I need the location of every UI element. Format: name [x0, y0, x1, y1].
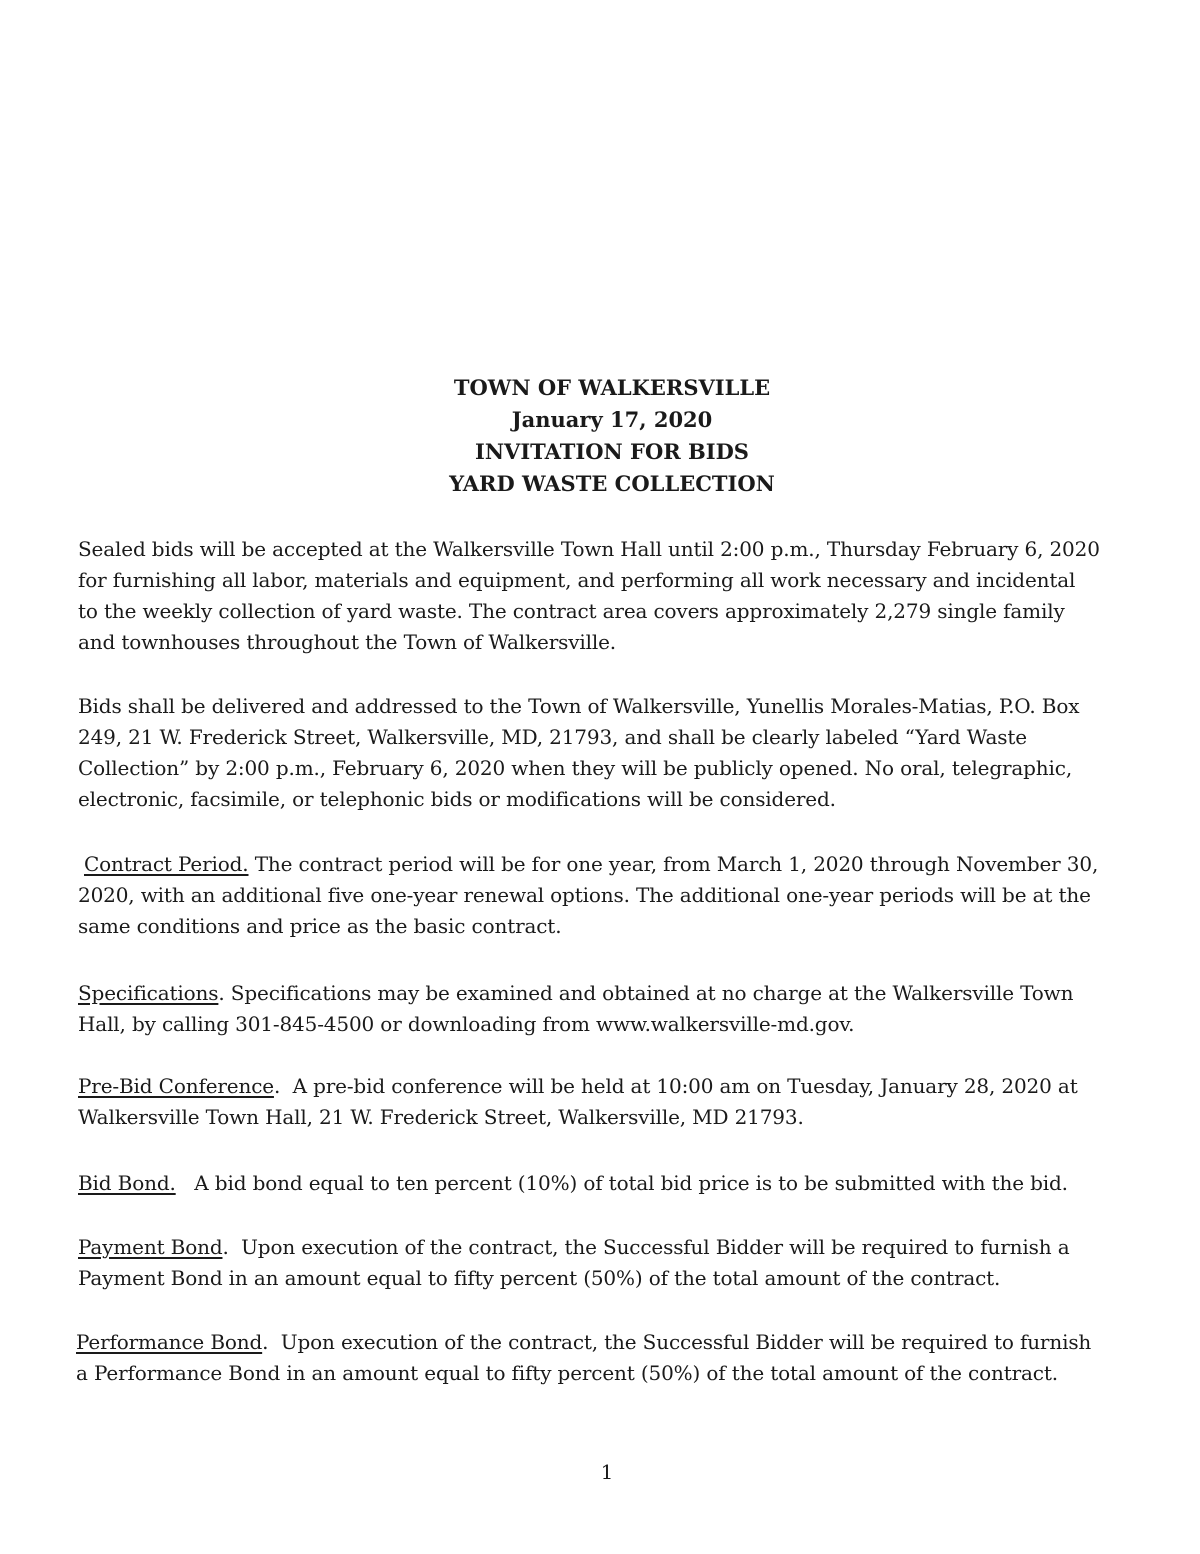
- payment-bond-heading: Payment Bond: [78, 1235, 223, 1259]
- paragraph-line: Payment Bond in an amount equal to fifty percent (50%) of the total amount of the contract.: [78, 1266, 1001, 1290]
- contract-period-heading: Contract Period.: [84, 852, 249, 876]
- delivery-paragraph: [78, 691, 1148, 815]
- paragraph-text: . Upon execution of the contract, the Successful Bidder will be required to furnish a: [222, 1235, 1070, 1259]
- notice-date: January 17, 2020: [511, 407, 713, 432]
- paragraph-line: Sealed bids will be accepted at the Walkersville Town Hall until 2:00 p.m., Thursday February 6, 2020: [78, 537, 1100, 561]
- paragraph-line: 2020, with an additional five one-year renewal options. The additional one-year periods will be at the: [78, 883, 1091, 907]
- bid-bond-heading: Bid Bond.: [78, 1171, 176, 1195]
- paragraph-line: 249, 21 W. Frederick Street, Walkersville, MD, 21793, and shall be clearly labeled “Yard Waste: [78, 725, 1027, 749]
- paragraph-line: for furnishing all labor, materials and equipment, and performing all work necessary and incidental: [78, 568, 1076, 592]
- bid-bond-paragraph: [78, 1168, 1148, 1199]
- contract-period-paragraph: [84, 849, 1154, 880]
- notice-subtitle: YARD WASTE COLLECTION: [449, 471, 775, 496]
- pre-bid-paragraph: [78, 1071, 1148, 1133]
- paragraph-text: A bid bond equal to ten percent (10%) of total bid price is to be submitted with the bid.: [175, 1171, 1068, 1195]
- town-name: TOWN OF WALKERSVILLE: [453, 375, 771, 400]
- paragraph-text: . Upon execution of the contract, the Successful Bidder will be required to furnish: [262, 1330, 1092, 1354]
- performance-bond-heading: Performance Bond: [76, 1330, 263, 1354]
- payment-bond-paragraph: [78, 1232, 1148, 1294]
- paragraph-line: a Performance Bond in an amount equal to fifty percent (50%) of the total amount of the contract.: [76, 1361, 1058, 1385]
- specifications-heading: Specifications: [78, 981, 219, 1005]
- paragraph-text: . Specifications may be examined and obtained at no charge at the Walkersville Town: [218, 981, 1074, 1005]
- page-number: 1: [600, 1460, 614, 1484]
- paragraph-line: and townhouses throughout the Town of Walkersville.: [78, 630, 617, 654]
- notice-title: INVITATION FOR BIDS: [475, 439, 749, 464]
- performance-bond-paragraph: [76, 1327, 1146, 1389]
- paragraph-line: Collection” by 2:00 p.m., February 6, 2020 when they will be publicly opened. No oral, telegraphic,: [78, 756, 1073, 780]
- intro-paragraph: [78, 534, 1148, 658]
- specifications-paragraph: [78, 978, 1148, 1040]
- paragraph-line: to the weekly collection of yard waste. The contract area covers approximately 2,279 single family: [78, 599, 1065, 623]
- paragraph-line: same conditions and price as the basic contract.: [78, 914, 562, 938]
- contract-period-continuation: [78, 880, 1148, 942]
- paragraph-text: The contract period will be for one year, from March 1, 2020 through November 30,: [248, 852, 1099, 876]
- paragraph-line: Bids shall be delivered and addressed to the Town of Walkersville, Yunellis Morales-Matias, P.O. Box: [78, 694, 1080, 718]
- paragraph-line: Hall, by calling 301-845-4500 or downloading from www.walkersville-md.gov.: [78, 1012, 855, 1036]
- paragraph-text: . A pre-bid conference will be held at 10:00 am on Tuesday, January 28, 2020 at: [273, 1074, 1078, 1098]
- paragraph-line: electronic, facsimile, or telephonic bids or modifications will be considered.: [78, 787, 836, 811]
- pre-bid-heading: Pre-Bid Conference: [78, 1074, 274, 1098]
- document-header: [0, 372, 1200, 500]
- paragraph-line: Walkersville Town Hall, 21 W. Frederick Street, Walkersville, MD 21793.: [78, 1105, 804, 1129]
